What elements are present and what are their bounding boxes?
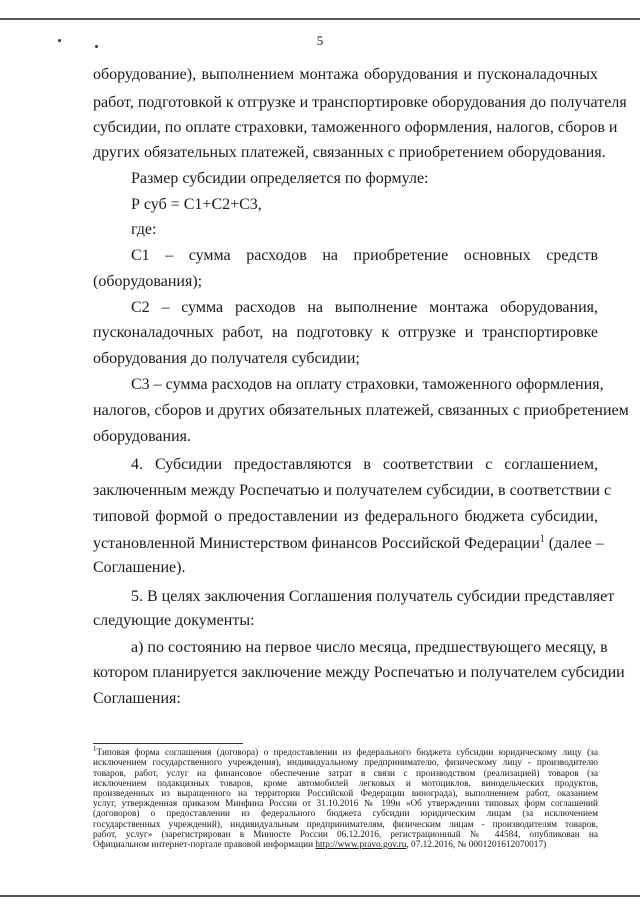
body-line: Соглашение).	[93, 559, 186, 576]
body-line: субсидии, по оплате страховки, таможенного оформления, налогов, сборов и	[93, 119, 618, 136]
footnote-line: (договоров) о предоставлении из федерального бюджета субсидии юридическим лицам (за исключением	[93, 809, 598, 819]
body-line: а) по состоянию на первое число месяца, предшествующего месяцу, в	[131, 639, 608, 656]
body-line: установленной Министерством финансов Российской Федерации$^1$ (далее –	[93, 533, 604, 552]
body-line: работ, подготовкой к отгрузке и транспортировке оборудования до получателя	[93, 94, 627, 111]
footnote-line: исключением государственного учреждения), индивидуальному предпринимателю, физическому лицу - производителю	[93, 758, 598, 768]
body-line: Соглашения:	[93, 690, 181, 707]
footnote-line: Официальном интернет-портале правовой информации http://www.pravo.gov.ru, 07.12.2016, № 0001201612070017)	[93, 840, 547, 850]
body-line: где:	[131, 221, 157, 238]
pravo-link[interactable]: http://www.pravo.gov.ru	[315, 840, 407, 850]
body-line: Размер субсидии определяется по формуле:	[131, 170, 429, 187]
body-line: пусконаладочных работ, на подготовку к отгрузке и транспортировке	[93, 324, 598, 341]
formula: Р суб = С1+С2+С3,	[131, 196, 262, 213]
body-line: оборудования.	[93, 428, 191, 445]
footnote-line: государственных учреждений), индивидуальным предпринимателям, физическим лицам - производителям товаров,	[93, 820, 598, 830]
footnote-separator	[93, 743, 243, 744]
body-line: типовой формой о предоставлении из федерального бюджета субсидии,	[93, 508, 598, 525]
footnote-line: $^1$Типовая форма соглашения (договора) о предоставлении из федерального бюджета субсидии юридическому лицу (за	[93, 744, 598, 758]
page-number: 5	[316, 33, 324, 48]
bottom-border	[0, 895, 640, 897]
body-line: других обязательных платежей, связанных с приобретением оборудования.	[93, 144, 606, 161]
footnote-reference: 1	[539, 533, 545, 545]
footnote-line: товаров, работ, услуг на финансовое обеспечение затрат в связи с производством (реализацией) товаров (за	[93, 769, 598, 779]
body-line: С2 – сумма расходов на выполнение монтажа оборудования,	[131, 299, 598, 316]
body-line: котором планируется заключение между Роспечатью и получателем субсидии	[93, 664, 625, 681]
body-line: С3 – сумма расходов на оплату страховки, таможенного оформления,	[131, 376, 604, 393]
footnote-line: услуг, утвержденная приказом Минфина России от 31.10.2016 № 199н «Об утверждении типовых форм соглашений	[93, 799, 598, 809]
footnote-mark: 1	[93, 744, 97, 753]
body-line: оборудования до получателя субсидии;	[93, 350, 360, 367]
body-line: 5. В целях заключения Соглашения получатель субсидии представляет	[131, 588, 615, 605]
body-line: (оборудования);	[93, 273, 203, 290]
body-line: 4. Субсидии предоставляются в соответствии с соглашением,	[131, 456, 598, 473]
footnote-line: работ, услуг» (зарегистрирован в Минюсте России 06.12.2016, регистрационный № 44584, опубликован на	[93, 830, 598, 840]
footnote-line: произведенных из выращенного на территории Российской Федерации винограда), выполнением работ, оказанием	[93, 789, 598, 799]
body-line: заключенным между Роспечатью и получателем субсидии, в соответствии с	[93, 482, 612, 499]
body-line: оборудование), выполнением монтажа оборудования и пусконаладочных	[93, 66, 598, 83]
footnote-line: исключением подакцизных товаров, кроме автомобилей легковых и мотоциклов, винодельческих продуктов,	[93, 779, 598, 789]
body-line: следующие документы:	[93, 612, 255, 629]
body-line: налогов, сборов и других обязательных платежей, связанных с приобретением	[93, 402, 629, 419]
body-line: С1 – сумма расходов на приобретение основных средств	[131, 247, 598, 264]
top-border	[0, 0, 640, 20]
